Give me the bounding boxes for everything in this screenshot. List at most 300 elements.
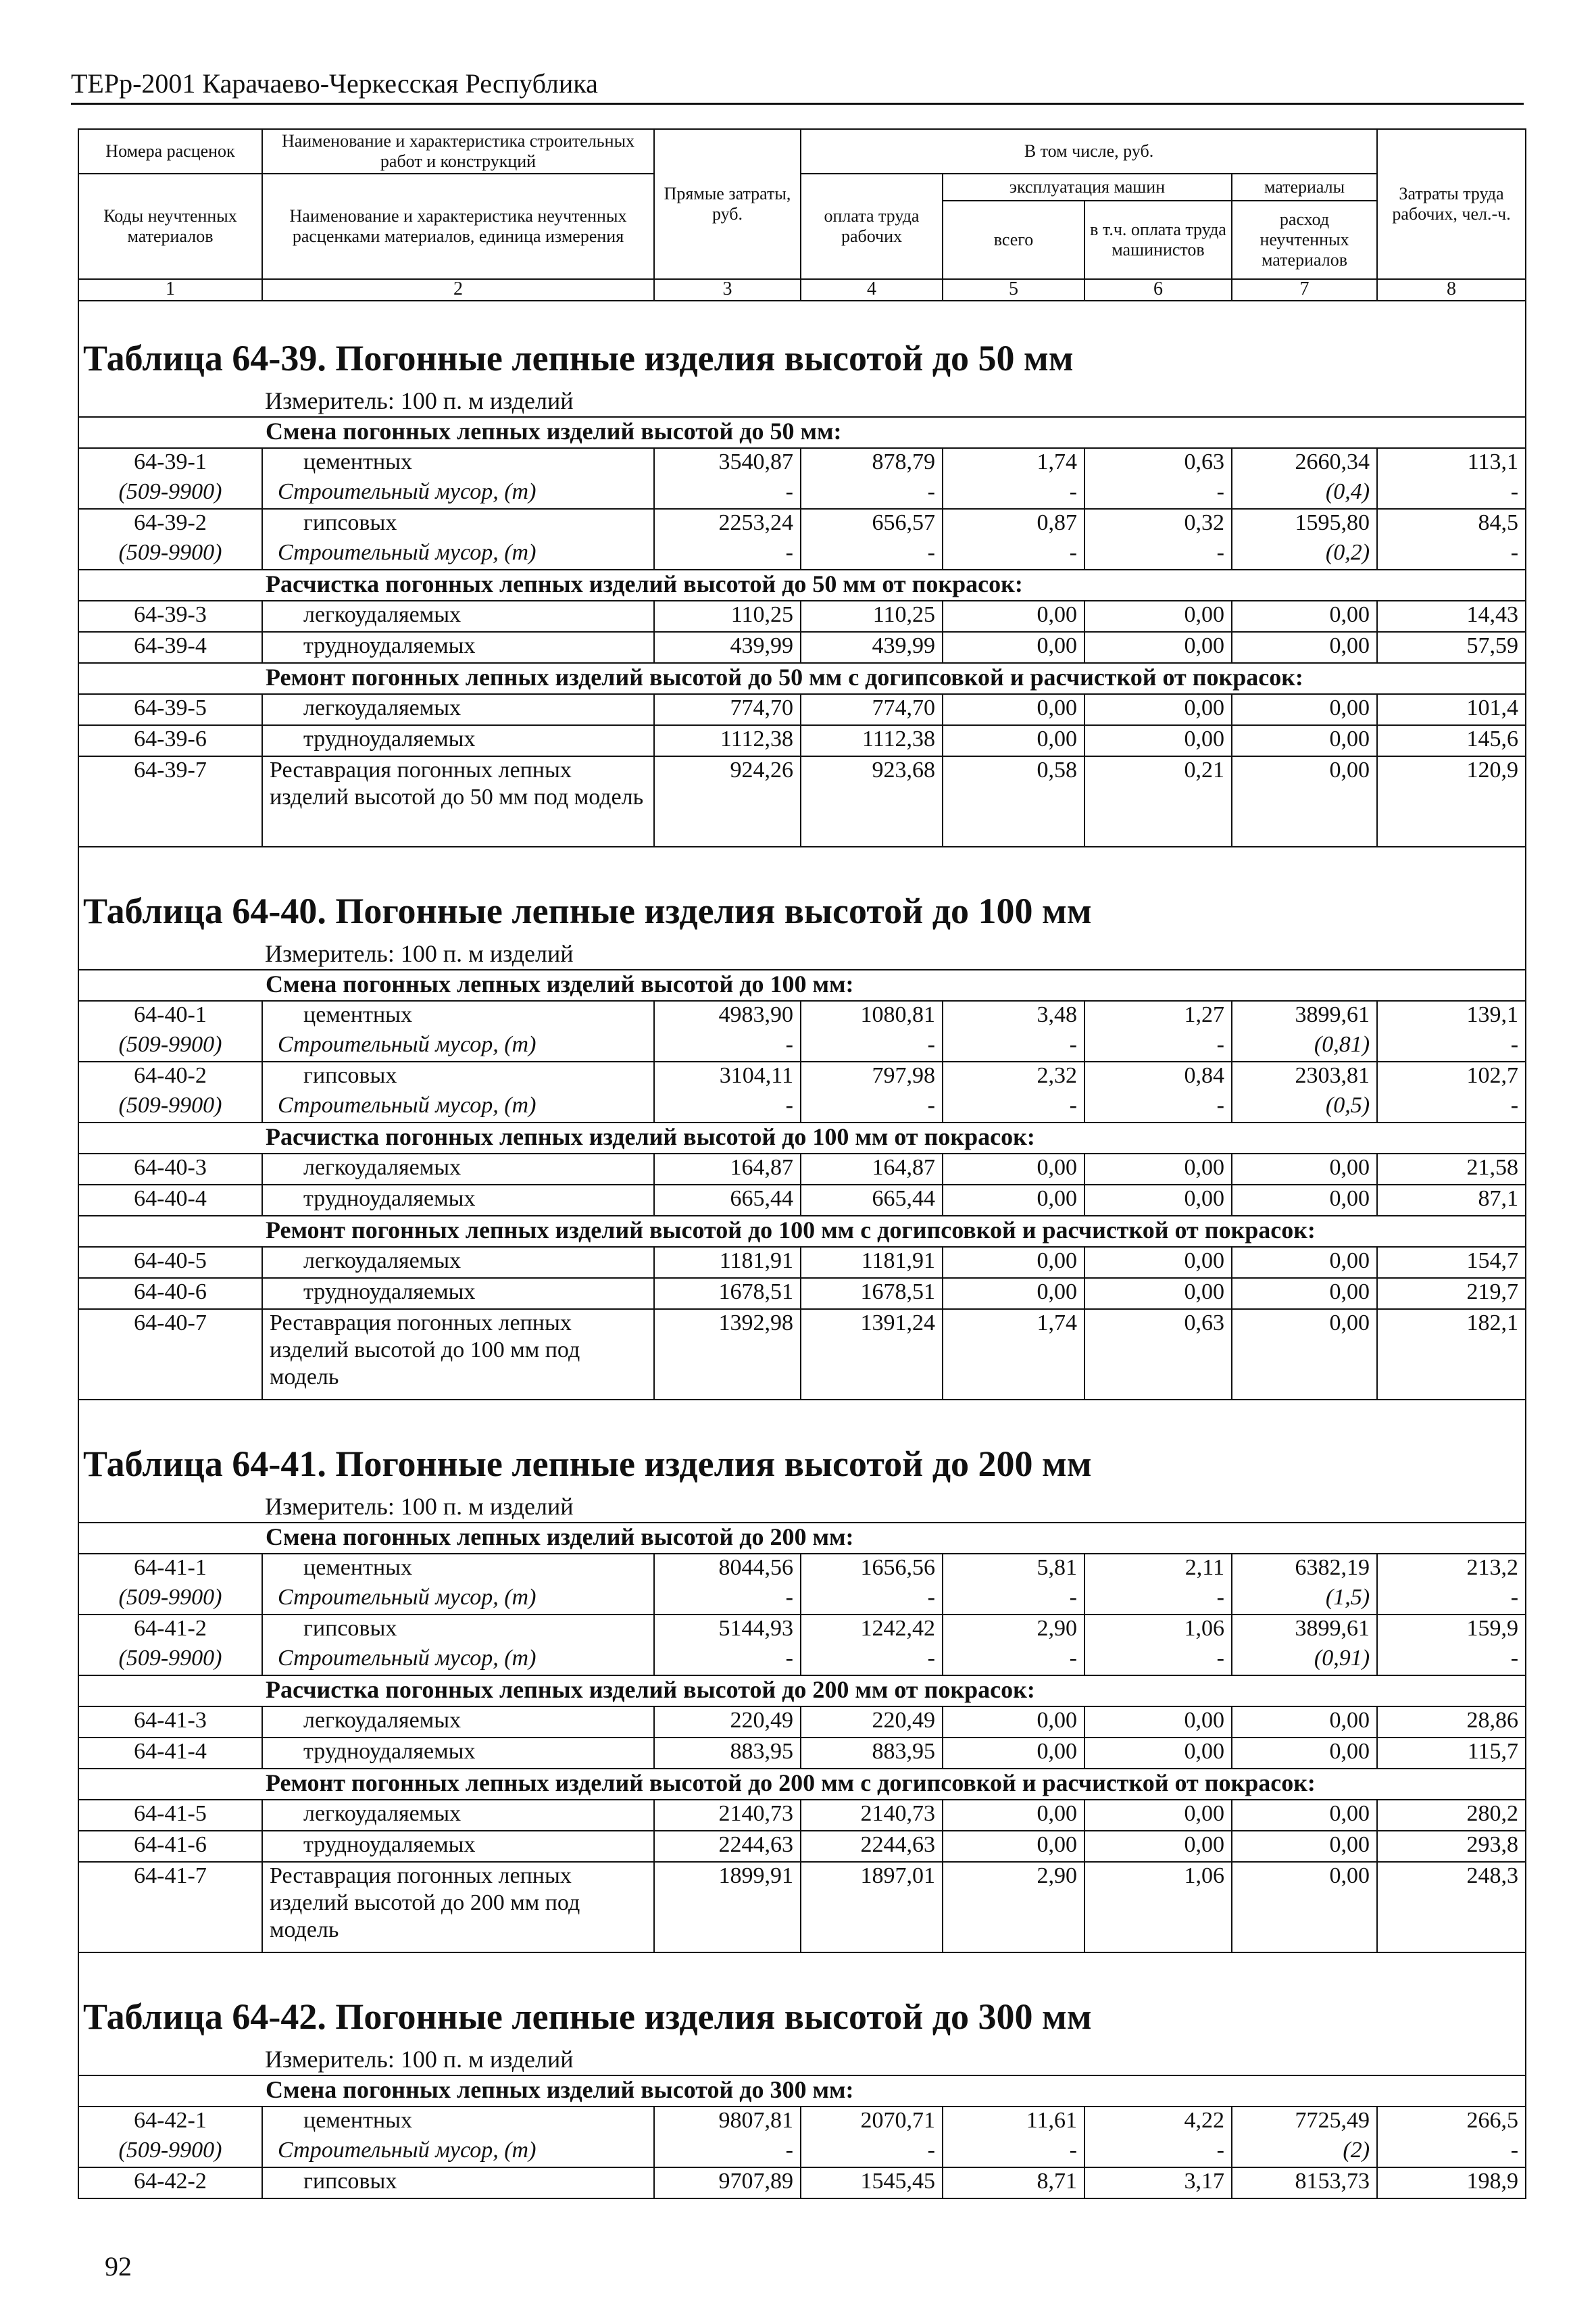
machine-costs: 0,00 — [943, 1247, 1084, 1278]
direct-costs: 1899,91 — [654, 1862, 801, 1952]
document-header-title: ТЕРр-2001 Карачаево-Черкесская Республика — [71, 68, 598, 99]
table-row — [78, 1247, 1526, 1278]
machine-costs: 8,71 — [943, 2167, 1084, 2198]
col-head-labor: Затраты труда рабочих, чел.-ч. — [1377, 129, 1526, 279]
labor-costs: 266,5 — [1377, 2107, 1526, 2137]
worker-wages: 797,98 — [801, 1062, 943, 1092]
labor-costs: 219,7 — [1377, 1278, 1526, 1309]
machinist-wages: - — [1084, 2137, 1232, 2167]
norms-table — [78, 128, 1526, 2199]
rate-name: легкоудаляемых — [262, 1800, 654, 1831]
table-measure: Измеритель: 100 п. м изделий — [265, 387, 574, 414]
machine-costs: 0,00 — [943, 1278, 1084, 1309]
table-measure-row — [78, 2044, 1526, 2075]
rate-name: Реставрация погонных лепных изделий высотой до 100 мм под модель — [262, 1309, 654, 1400]
page-number: 92 — [105, 2251, 132, 2282]
machinist-wages: 0,32 — [1084, 509, 1232, 539]
direct-costs: 665,44 — [654, 1185, 801, 1216]
labor-costs: 87,1 — [1377, 1185, 1526, 1216]
rate-code: 64-40-6 — [78, 1278, 262, 1309]
rate-name: гипсовых — [262, 2167, 654, 2198]
table-row — [78, 1738, 1526, 1769]
labor-costs: 115,7 — [1377, 1738, 1526, 1769]
material-row — [78, 478, 1526, 509]
rate-code: 64-39-4 — [78, 632, 262, 663]
direct-costs: 4983,90 — [654, 1001, 801, 1031]
material-costs: 1595,80 — [1232, 509, 1377, 539]
rate-name: трудноудаляемых — [262, 632, 654, 663]
worker-wages: - — [801, 478, 943, 509]
machinist-wages: - — [1084, 1092, 1232, 1123]
rate-code: 64-41-5 — [78, 1800, 262, 1831]
rate-code: 64-40-1 — [78, 1001, 262, 1031]
material-costs: (0,4) — [1232, 478, 1377, 509]
rate-code: 64-42-1 — [78, 2107, 262, 2137]
col-head-name-top: Наименование и характеристика строительных работ и конструкций — [262, 129, 654, 174]
worker-wages: - — [801, 1092, 943, 1123]
table-row — [78, 756, 1526, 847]
machine-costs: 11,61 — [943, 2107, 1084, 2137]
direct-costs: 9807,81 — [654, 2107, 801, 2137]
worker-wages: - — [801, 539, 943, 570]
machinist-wages: 1,27 — [1084, 1001, 1232, 1031]
rate-name: Строительный мусор, (т) — [262, 1584, 654, 1615]
table-row — [78, 1831, 1526, 1862]
rate-code: 64-40-4 — [78, 1185, 262, 1216]
rate-name: гипсовых — [262, 1062, 654, 1092]
direct-costs: - — [654, 1584, 801, 1615]
table-row — [78, 2107, 1526, 2137]
material-costs: 0,00 — [1232, 1706, 1377, 1738]
machinist-wages: 0,00 — [1084, 1278, 1232, 1309]
machine-costs: 0,87 — [943, 509, 1084, 539]
machinist-wages: 0,00 — [1084, 725, 1232, 756]
machinist-wages: 0,00 — [1084, 1738, 1232, 1769]
labor-costs: 139,1 — [1377, 1001, 1526, 1031]
group-heading: Смена погонных лепных изделий высотой до 200 мм: — [78, 1523, 1526, 1554]
table-row — [78, 1062, 1526, 1092]
material-costs: (1,5) — [1232, 1584, 1377, 1615]
rate-code: 64-40-5 — [78, 1247, 262, 1278]
machinist-wages: 2,11 — [1084, 1554, 1232, 1584]
col-head-codes-bottom: Коды неучтенных материалов — [78, 174, 262, 279]
header-rule — [71, 103, 1524, 105]
material-costs: (2) — [1232, 2137, 1377, 2167]
material-costs: (0,81) — [1232, 1031, 1377, 1062]
col-number: 5 — [943, 279, 1084, 301]
direct-costs: 1678,51 — [654, 1278, 801, 1309]
labor-costs: 293,8 — [1377, 1831, 1526, 1862]
machinist-wages: 0,00 — [1084, 1800, 1232, 1831]
labor-costs: - — [1377, 2137, 1526, 2167]
direct-costs: - — [654, 2137, 801, 2167]
material-row — [78, 1031, 1526, 1062]
worker-wages: 1080,81 — [801, 1001, 943, 1031]
material-costs: 0,00 — [1232, 1278, 1377, 1309]
worker-wages: 1181,91 — [801, 1247, 943, 1278]
worker-wages: 2070,71 — [801, 2107, 943, 2137]
worker-wages: - — [801, 2137, 943, 2167]
labor-costs: 248,3 — [1377, 1862, 1526, 1952]
rate-code: (509-9900) — [78, 539, 262, 570]
labor-costs: 198,9 — [1377, 2167, 1526, 2198]
labor-costs: 154,7 — [1377, 1247, 1526, 1278]
direct-costs: - — [654, 1092, 801, 1123]
material-costs: 0,00 — [1232, 1831, 1377, 1862]
machine-costs: 3,48 — [943, 1001, 1084, 1031]
group-heading: Ремонт погонных лепных изделий высотой до 50 мм с догипсовкой и расчисткой от покрасок: — [78, 663, 1526, 694]
rate-code: 64-39-3 — [78, 601, 262, 632]
material-row — [78, 1645, 1526, 1675]
rate-name: Строительный мусор, (т) — [262, 478, 654, 509]
table-measure: Измеритель: 100 п. м изделий — [265, 2046, 574, 2073]
machinist-wages: - — [1084, 1645, 1232, 1675]
material-costs: 8153,73 — [1232, 2167, 1377, 2198]
labor-costs: 101,4 — [1377, 694, 1526, 725]
labor-costs: - — [1377, 539, 1526, 570]
rate-code: 64-41-7 — [78, 1862, 262, 1952]
rate-code: 64-39-1 — [78, 448, 262, 478]
rate-code: (509-9900) — [78, 478, 262, 509]
material-row — [78, 1584, 1526, 1615]
labor-costs: 84,5 — [1377, 509, 1526, 539]
machine-costs: 0,00 — [943, 601, 1084, 632]
table-measure-row — [78, 938, 1526, 970]
material-costs: 0,00 — [1232, 1185, 1377, 1216]
labor-costs: 102,7 — [1377, 1062, 1526, 1092]
direct-costs: 2244,63 — [654, 1831, 801, 1862]
col-number: 8 — [1377, 279, 1526, 301]
material-costs: 3899,61 — [1232, 1615, 1377, 1645]
machinist-wages: - — [1084, 478, 1232, 509]
group-heading: Расчистка погонных лепных изделий высотой до 200 мм от покрасок: — [78, 1675, 1526, 1706]
material-row — [78, 1092, 1526, 1123]
material-costs: 0,00 — [1232, 1738, 1377, 1769]
table-row — [78, 1185, 1526, 1216]
col-head-incl: В том числе, руб. — [801, 129, 1377, 174]
material-costs: 0,00 — [1232, 1154, 1377, 1185]
rate-name: Строительный мусор, (т) — [262, 1031, 654, 1062]
direct-costs: 1181,91 — [654, 1247, 801, 1278]
machinist-wages: 0,00 — [1084, 1706, 1232, 1738]
table-row — [78, 1800, 1526, 1831]
rate-name: легкоудаляемых — [262, 1706, 654, 1738]
machine-costs: 0,00 — [943, 694, 1084, 725]
rate-name: легкоудаляемых — [262, 1247, 654, 1278]
machinist-wages: 3,17 — [1084, 2167, 1232, 2198]
col-head-materials-unaccounted: расход неучтенных материалов — [1232, 201, 1377, 279]
material-row — [78, 2137, 1526, 2167]
machinist-wages: 0,00 — [1084, 1247, 1232, 1278]
direct-costs: - — [654, 1031, 801, 1062]
machine-costs: - — [943, 1092, 1084, 1123]
worker-wages: 1391,24 — [801, 1309, 943, 1400]
worker-wages: 1242,42 — [801, 1615, 943, 1645]
direct-costs: 3104,11 — [654, 1062, 801, 1092]
labor-costs: 57,59 — [1377, 632, 1526, 663]
worker-wages: 883,95 — [801, 1738, 943, 1769]
machine-costs: 1,74 — [943, 1309, 1084, 1400]
worker-wages: 439,99 — [801, 632, 943, 663]
machine-costs: - — [943, 2137, 1084, 2167]
material-costs: 0,00 — [1232, 694, 1377, 725]
worker-wages: - — [801, 1031, 943, 1062]
machinist-wages: 0,00 — [1084, 1185, 1232, 1216]
material-costs: 0,00 — [1232, 1309, 1377, 1400]
col-head-direct: Прямые затраты, руб. — [654, 129, 801, 279]
col-head-machines-wages: в т.ч. оплата труда машинистов — [1084, 201, 1232, 279]
machinist-wages: 0,84 — [1084, 1062, 1232, 1092]
machinist-wages: 0,21 — [1084, 756, 1232, 847]
worker-wages: 2244,63 — [801, 1831, 943, 1862]
table-row — [78, 448, 1526, 478]
rate-code: 64-41-3 — [78, 1706, 262, 1738]
col-head-machines: эксплуатация машин — [943, 174, 1232, 201]
material-costs: 0,00 — [1232, 756, 1377, 847]
material-costs: 0,00 — [1232, 1862, 1377, 1952]
rate-code: 64-41-2 — [78, 1615, 262, 1645]
rate-name: Строительный мусор, (т) — [262, 1645, 654, 1675]
table-row — [78, 1001, 1526, 1031]
direct-costs: 1392,98 — [654, 1309, 801, 1400]
rate-name: цементных — [262, 2107, 654, 2137]
rate-name: легкоудаляемых — [262, 694, 654, 725]
table-row — [78, 1706, 1526, 1738]
machine-costs: 1,74 — [943, 448, 1084, 478]
rate-name: Строительный мусор, (т) — [262, 2137, 654, 2167]
rate-code: 64-40-2 — [78, 1062, 262, 1092]
machinist-wages: 0,00 — [1084, 1831, 1232, 1862]
labor-costs: 280,2 — [1377, 1800, 1526, 1831]
worker-wages: 923,68 — [801, 756, 943, 847]
rate-name: легкоудаляемых — [262, 601, 654, 632]
machinist-wages: 0,00 — [1084, 694, 1232, 725]
group-heading: Смена погонных лепных изделий высотой до 50 мм: — [78, 417, 1526, 448]
table-row — [78, 1309, 1526, 1400]
table-measure-row — [78, 385, 1526, 417]
machine-costs: 2,32 — [943, 1062, 1084, 1092]
table-row — [78, 1554, 1526, 1584]
machinist-wages: - — [1084, 1584, 1232, 1615]
material-costs: 0,00 — [1232, 1247, 1377, 1278]
machinist-wages: 0,00 — [1084, 1154, 1232, 1185]
rate-code: 64-41-1 — [78, 1554, 262, 1584]
rate-code: 64-39-2 — [78, 509, 262, 539]
direct-costs: 9707,89 — [654, 2167, 801, 2198]
table-row — [78, 1154, 1526, 1185]
worker-wages: 665,44 — [801, 1185, 943, 1216]
table-row — [78, 509, 1526, 539]
material-costs: 7725,49 — [1232, 2107, 1377, 2137]
col-head-wages: оплата труда рабочих — [801, 174, 943, 279]
machine-costs: 0,58 — [943, 756, 1084, 847]
machinist-wages: - — [1084, 539, 1232, 570]
labor-costs: - — [1377, 1031, 1526, 1062]
worker-wages: - — [801, 1584, 943, 1615]
rate-name: Реставрация погонных лепных изделий высотой до 50 мм под модель — [262, 756, 654, 847]
machine-costs: 2,90 — [943, 1615, 1084, 1645]
table-row — [78, 1862, 1526, 1952]
rate-name: Строительный мусор, (т) — [262, 1092, 654, 1123]
labor-costs: 182,1 — [1377, 1309, 1526, 1400]
machine-costs: 0,00 — [943, 1738, 1084, 1769]
machinist-wages: - — [1084, 1031, 1232, 1062]
machine-costs: - — [943, 1031, 1084, 1062]
table-row — [78, 2167, 1526, 2198]
machine-costs: 0,00 — [943, 1185, 1084, 1216]
rate-name: трудноудаляемых — [262, 725, 654, 756]
rate-name: гипсовых — [262, 509, 654, 539]
table-row — [78, 601, 1526, 632]
labor-costs: 159,9 — [1377, 1615, 1526, 1645]
rate-code: (509-9900) — [78, 1584, 262, 1615]
rate-code: (509-9900) — [78, 2137, 262, 2167]
machinist-wages: 4,22 — [1084, 2107, 1232, 2137]
group-heading: Ремонт погонных лепных изделий высотой до 100 мм с догипсовкой и расчисткой от покрасок: — [78, 1216, 1526, 1247]
rate-code: 64-41-4 — [78, 1738, 262, 1769]
table-row — [78, 725, 1526, 756]
rate-name: трудноудаляемых — [262, 1831, 654, 1862]
col-number: 1 — [78, 279, 262, 301]
worker-wages: 220,49 — [801, 1706, 943, 1738]
machinist-wages: 0,00 — [1084, 601, 1232, 632]
rate-code: 64-39-5 — [78, 694, 262, 725]
table-row — [78, 632, 1526, 663]
labor-costs: 113,1 — [1377, 448, 1526, 478]
machine-costs: - — [943, 539, 1084, 570]
worker-wages: 110,25 — [801, 601, 943, 632]
machinist-wages: 1,06 — [1084, 1862, 1232, 1952]
worker-wages: 1678,51 — [801, 1278, 943, 1309]
machine-costs: 2,90 — [943, 1862, 1084, 1952]
rate-code: 64-40-7 — [78, 1309, 262, 1400]
group-heading: Смена погонных лепных изделий высотой до 100 мм: — [78, 970, 1526, 1001]
machine-costs: 0,00 — [943, 1154, 1084, 1185]
direct-costs: 774,70 — [654, 694, 801, 725]
worker-wages: 2140,73 — [801, 1800, 943, 1831]
direct-costs: - — [654, 478, 801, 509]
rate-code: (509-9900) — [78, 1092, 262, 1123]
col-number: 6 — [1084, 279, 1232, 301]
worker-wages: 164,87 — [801, 1154, 943, 1185]
direct-costs: 110,25 — [654, 601, 801, 632]
table-measure: Измеритель: 100 п. м изделий — [265, 940, 574, 967]
material-costs: 6382,19 — [1232, 1554, 1377, 1584]
direct-costs: 220,49 — [654, 1706, 801, 1738]
direct-costs: 3540,87 — [654, 448, 801, 478]
group-heading: Расчистка погонных лепных изделий высотой до 100 мм от покрасок: — [78, 1123, 1526, 1154]
material-costs: 0,00 — [1232, 632, 1377, 663]
machine-costs: 0,00 — [943, 1706, 1084, 1738]
machinist-wages: 0,63 — [1084, 1309, 1232, 1400]
rate-name: Реставрация погонных лепных изделий высотой до 200 мм под модель — [262, 1862, 654, 1952]
group-heading: Расчистка погонных лепных изделий высотой до 50 мм от покрасок: — [78, 570, 1526, 601]
material-costs: (0,2) — [1232, 539, 1377, 570]
rate-name: цементных — [262, 1554, 654, 1584]
machine-costs: 0,00 — [943, 1831, 1084, 1862]
table-measure-row — [78, 1491, 1526, 1523]
rate-name: трудноудаляемых — [262, 1185, 654, 1216]
direct-costs: 164,87 — [654, 1154, 801, 1185]
rate-code: 64-39-6 — [78, 725, 262, 756]
rate-name: трудноудаляемых — [262, 1278, 654, 1309]
table-title: Таблица 64-40. Погонные лепные изделия высотой до 100 мм — [78, 847, 1526, 938]
labor-costs: - — [1377, 1645, 1526, 1675]
material-costs: 0,00 — [1232, 725, 1377, 756]
col-number: 2 — [262, 279, 654, 301]
group-heading: Ремонт погонных лепных изделий высотой до 200 мм с догипсовкой и расчисткой от покрасок: — [78, 1769, 1526, 1800]
labor-costs: - — [1377, 478, 1526, 509]
col-head-machines-total: всего — [943, 201, 1084, 279]
material-costs: 2303,81 — [1232, 1062, 1377, 1092]
direct-costs: 439,99 — [654, 632, 801, 663]
labor-costs: 213,2 — [1377, 1554, 1526, 1584]
table-row — [78, 1615, 1526, 1645]
machinist-wages: 1,06 — [1084, 1615, 1232, 1645]
rate-name: легкоудаляемых — [262, 1154, 654, 1185]
table-title: Таблица 64-39. Погонные лепные изделия высотой до 50 мм — [78, 301, 1526, 385]
col-number: 7 — [1232, 279, 1377, 301]
machine-costs: - — [943, 1584, 1084, 1615]
labor-costs: 14,43 — [1377, 601, 1526, 632]
table-row — [78, 694, 1526, 725]
table-measure: Измеритель: 100 п. м изделий — [265, 1493, 574, 1520]
direct-costs: 2140,73 — [654, 1800, 801, 1831]
worker-wages: 1112,38 — [801, 725, 943, 756]
machinist-wages: 0,00 — [1084, 632, 1232, 663]
direct-costs: 2253,24 — [654, 509, 801, 539]
material-costs: 0,00 — [1232, 1800, 1377, 1831]
table-row — [78, 1278, 1526, 1309]
col-head-codes-top: Номера расценок — [78, 129, 262, 174]
direct-costs: 883,95 — [654, 1738, 801, 1769]
direct-costs: 8044,56 — [654, 1554, 801, 1584]
worker-wages: 878,79 — [801, 448, 943, 478]
direct-costs: 5144,93 — [654, 1615, 801, 1645]
table-title: Таблица 64-42. Погонные лепные изделия высотой до 300 мм — [78, 1952, 1526, 2044]
col-number: 3 — [654, 279, 801, 301]
machine-costs: 0,00 — [943, 632, 1084, 663]
worker-wages: 1897,01 — [801, 1862, 943, 1952]
rate-name: цементных — [262, 448, 654, 478]
machine-costs: - — [943, 478, 1084, 509]
rate-code: 64-42-2 — [78, 2167, 262, 2198]
rate-name: цементных — [262, 1001, 654, 1031]
table-title: Таблица 64-41. Погонные лепные изделия высотой до 200 мм — [78, 1400, 1526, 1491]
direct-costs: - — [654, 539, 801, 570]
labor-costs: - — [1377, 1092, 1526, 1123]
rate-code: 64-41-6 — [78, 1831, 262, 1862]
labor-costs: 145,6 — [1377, 725, 1526, 756]
labor-costs: - — [1377, 1584, 1526, 1615]
material-costs: 2660,34 — [1232, 448, 1377, 478]
worker-wages: 1545,45 — [801, 2167, 943, 2198]
col-number: 4 — [801, 279, 943, 301]
rate-code: 64-40-3 — [78, 1154, 262, 1185]
material-row — [78, 539, 1526, 570]
material-costs: (0,5) — [1232, 1092, 1377, 1123]
machine-costs: 0,00 — [943, 725, 1084, 756]
col-head-name-bottom: Наименование и характеристика неучтенных расценками материалов, единица измерения — [262, 174, 654, 279]
rate-name: Строительный мусор, (т) — [262, 539, 654, 570]
worker-wages: 1656,56 — [801, 1554, 943, 1584]
machine-costs: 5,81 — [943, 1554, 1084, 1584]
material-costs: 0,00 — [1232, 601, 1377, 632]
rate-name: гипсовых — [262, 1615, 654, 1645]
labor-costs: 21,58 — [1377, 1154, 1526, 1185]
worker-wages: - — [801, 1645, 943, 1675]
material-costs: (0,91) — [1232, 1645, 1377, 1675]
